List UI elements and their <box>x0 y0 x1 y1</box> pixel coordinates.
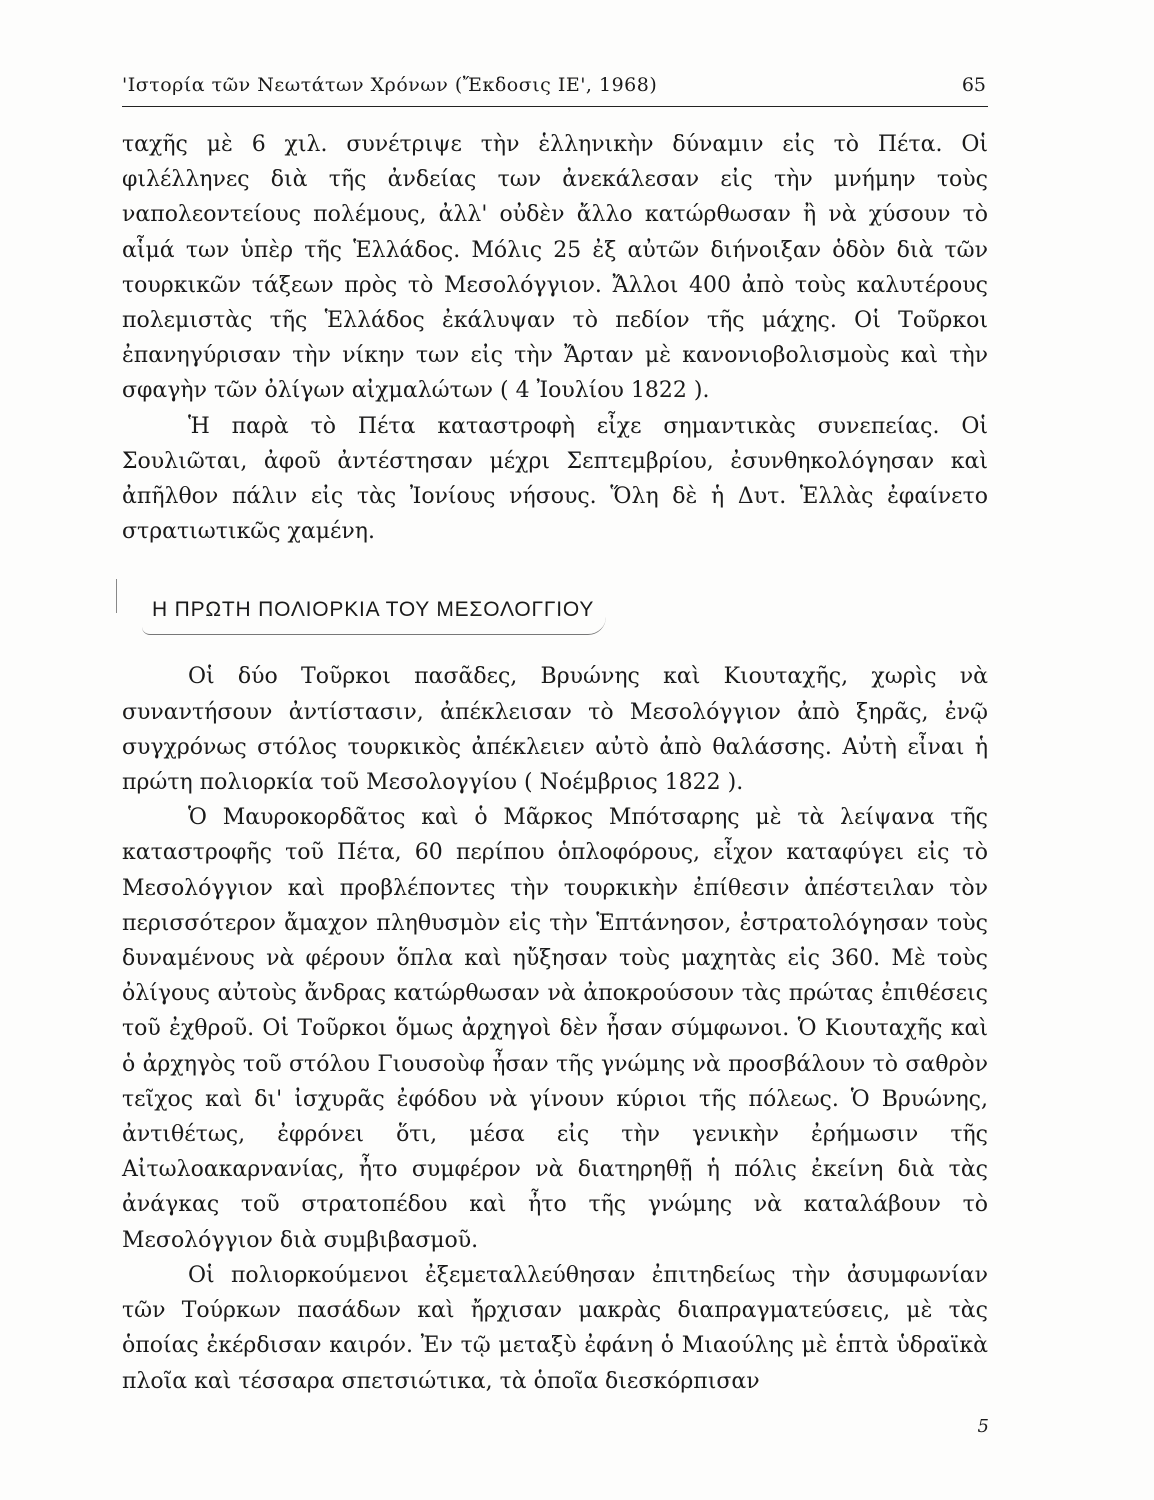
page-number: 65 <box>961 74 986 96</box>
paragraph: Ὁ Μαυροκορδᾶτος καὶ ὁ Μᾶρκος Μπότσαρης μὲ τὰ λείψανα τῆς καταστροφῆς τοῦ Πέτα, 60 περίπου ὁπλοφόρους, εἶχον καταφύγει εἰς τὸ Μεσολόγγιον καὶ προβλέποντες τὴν τουρκικὴν ἐπίθεσιν ἀπέστειλαν τὸν περισσότερον ἄμαχον πληθυσμὸν εἰς τὴν Ἑπτάνησον, ἐστρατολόγησαν τοὺς δυναμένους νὰ φέρουν ὅπλα καὶ ηὔξησαν τοὺς μαχητὰς εἰς 360. Μὲ τοὺς ὀλίγους αὐτοὺς ἄνδρας κατώρθωσαν νὰ ἀποκρούσουν τὰς πρώτας ἐπιθέσεις τοῦ ἐχθροῦ. Οἱ Τοῦρκοι ὅμως ἀρχηγοὶ δὲν ἦσαν σύμφωνοι. Ὁ Κιουταχῆς καὶ ὁ ἀρχηγὸς τοῦ στόλου Γιουσοὺφ ἦσαν τῆς γνώμης νὰ προσβάλουν τὸ σαθρὸν τεῖχος καὶ δι' ἰσχυρᾶς ἐφόδου νὰ γίνουν κύριοι τῆς πόλεως. Ὁ Βρυώνης, ἀντιθέτως, ἐφρόνει ὅτι, μέσα εἰς τὴν γενικὴν ἐρήμωσιν τῆς Αἰτωλοακαρνανίας, ἦτο συμφέρον νὰ διατηρηθῇ ἡ πόλις ἐκείνη διὰ τὰς ἀνάγκας τοῦ στρατοπέδου καὶ ἦτο τῆς γνώμης νὰ καταλάβουν τὸ Μεσολόγγιον διὰ συμβιβασμοῦ. <box>122 805 988 1253</box>
paragraph: Οἱ δύο Τοῦρκοι πασᾶδες, Βρυώνης καὶ Κιουταχῆς, χωρὶς νὰ συναντήσουν ἀντίστασιν, ἀπέκλεισαν τὸ Μεσολόγγιον ἀπὸ ξηρᾶς, ἐνῷ συγχρόνως στόλος τουρκικὸς ἀπέκλειεν αὐτὸ ἀπὸ θαλάσσης. Αὐτὴ εἶναι ἡ πρώτη πολιορκία τοῦ Μεσολογγίου ( Νοέμβριος 1822 ). <box>122 664 988 796</box>
margin-mark <box>116 579 125 613</box>
section-heading-block <box>122 559 988 659</box>
paragraph: Οἱ πολιορκούμενοι ἐξεμεταλλεύθησαν ἐπιτηδείως τὴν ἀσυμφωνίαν τῶν Τούρκων πασάδων καὶ ἤρχισαν μακρὰς διαπραγματεύσεις, μὲ τὰς ὁποίας ἐκέρδισαν καιρόν. Ἐν τῷ μεταξὺ ἐφάνη ὁ Μιαούλης μὲ ἑπτὰ ὑδραϊκὰ πλοῖα καὶ τέσσαρα σπετσιώτικα, τὰ ὁποῖα διεσκόρπισαν <box>122 1262 988 1394</box>
running-title: 'Ιστορία τῶν Νεωτάτων Χρόνων (Ἔκδοσις ΙΕ', 1968) <box>122 74 658 96</box>
paragraph-continued: ταχῆς μὲ 6 χιλ. συνέτριψε τὴν ἑλληνικὴν δύναμιν εἰς τὸ Πέτα. Οἱ φιλέλληνες διὰ τῆς ἀνδείας των ἀνεκάλεσαν εἰς τὴν μνήμην τοὺς ναπολεοντείους πολέμους, ἀλλ' οὐδὲν ἄλλο κατώρθωσαν ἢ νὰ χύσουν τὸ αἷμά των ὑπὲρ τῆς Ἑλλάδος. Μόλις 25 ἐξ αὐτῶν διήνοιξαν ὁδὸν διὰ τῶν τουρκικῶν τάξεων πρὸς τὸ Μεσολόγγιον. Ἄλλοι 400 ἀπὸ τοὺς καλυτέρους πολεμιστὰς τῆς Ἑλλάδος ἐκάλυψαν τὸ πεδίον τῆς μάχης. Οἱ Τοῦρκοι ἐπανηγύρισαν τὴν νίκην των εἰς τὴν Ἄρταν μὲ κανονιοβολισμοὺς καὶ τὴν σφαγὴν τῶν ὀλίγων αἰχμαλώτων ( 4 Ἰουλίου 1822 ). <box>122 132 988 404</box>
section-heading: Η ΠΡΩΤΗ ΠΟΛΙΟΡΚΙΑ ΤΟΥ ΜΕΣΟΛΟΓΓΙΟΥ <box>142 588 606 634</box>
signature-folio: 5 <box>977 1416 989 1437</box>
running-header <box>122 66 988 107</box>
paragraph: Ἡ παρὰ τὸ Πέτα καταστροφὴ εἶχε σημαντικὰς συνεπείας. Οἱ Σουλιῶται, ἀφοῦ ἀντέστησαν μέχρι Σεπτεμβρίου, ἐσυνθηκολόγησαν καὶ ἀπῆλθον πάλιν εἰς τὰς Ἰονίους νήσους. Ὅλη δὲ ἡ Δυτ. Ἑλλὰς ἐφαίνετο στρατιωτικῶς χαμένη. <box>122 413 988 545</box>
page-body <box>122 127 988 1399</box>
